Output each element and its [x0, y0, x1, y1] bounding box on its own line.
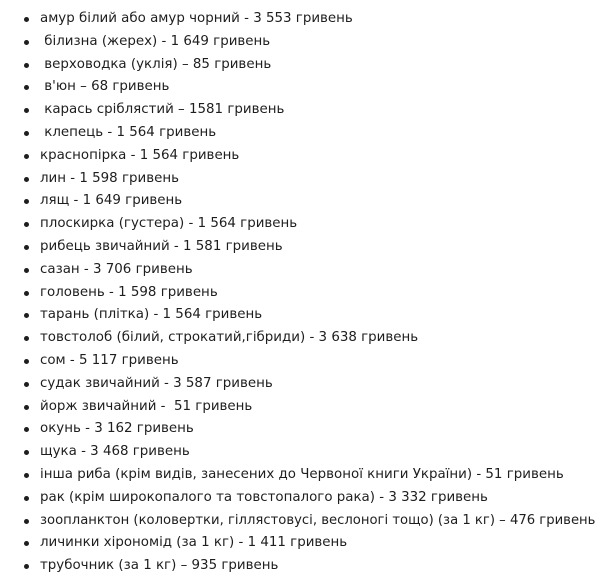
list-item [0, 145, 609, 168]
bullet-icon [24, 336, 29, 341]
bullet-icon [24, 177, 29, 182]
list-item [0, 396, 609, 419]
list-item-text: карась сріблястий – 1581 гривень [40, 102, 285, 118]
list-item [0, 190, 609, 213]
list-item [0, 168, 609, 191]
list-item [0, 282, 609, 305]
list-item [0, 76, 609, 99]
list-item-text: амур білий або амур чорний - 3 553 гривень [40, 11, 353, 26]
list-item [0, 510, 609, 533]
bullet-icon [24, 85, 29, 90]
bullet-icon [24, 17, 29, 22]
list-item [0, 532, 609, 555]
bullet-icon [24, 154, 29, 159]
bullet-icon [24, 359, 29, 364]
list-item [0, 487, 609, 510]
bullet-icon [24, 405, 29, 410]
bullet-icon [24, 40, 29, 45]
list-item-text: щука - 3 468 гривень [40, 444, 190, 460]
list-item [0, 555, 609, 578]
list-item [0, 418, 609, 441]
list-item [0, 31, 609, 54]
list-item [0, 99, 609, 122]
list-item [0, 304, 609, 327]
list-item-text: сазан - 3 706 гривень [40, 261, 193, 277]
list-item [0, 327, 609, 350]
list-item-text: личинки хірономід (за 1 кг) - 1 411 гривень [40, 535, 348, 551]
list-item [0, 441, 609, 464]
bullet-icon [24, 450, 29, 455]
list-item-text: сом - 5 117 гривень [40, 352, 179, 368]
list-item-text: рибець звичайний - 1 581 гривень [40, 238, 283, 254]
list-item-text: окунь - 3 162 гривень [40, 421, 194, 437]
bullet-icon [24, 427, 29, 432]
list-item [0, 464, 609, 487]
bullet-icon [24, 519, 29, 524]
list-item [0, 213, 609, 236]
bullet-icon [24, 199, 29, 204]
list-item [0, 350, 609, 373]
bullet-icon [24, 108, 29, 113]
bullet-icon [24, 131, 29, 136]
bullet-icon [24, 564, 29, 569]
list-item-text: трубочник (за 1 кг) – 935 гривень [40, 558, 279, 574]
list-item-text: головень - 1 598 гривень [40, 284, 218, 300]
list-item-text: клепець - 1 564 гривень [40, 124, 217, 140]
list-item [0, 54, 609, 77]
list-item-text: краснопірка - 1 564 гривень [40, 147, 240, 163]
list-item-text: в'юн – 68 гривень [40, 79, 170, 95]
list-item-text: лящ - 1 649 гривень [40, 193, 183, 209]
list-item [0, 259, 609, 282]
list-item-text: плоскирка (густера) - 1 564 гривень [40, 216, 298, 232]
list-item [0, 122, 609, 145]
list-item-text: товстолоб (білий, строкатий,гібриди) - 3 638 гривень [40, 330, 419, 346]
bullet-icon [24, 382, 29, 387]
bullet-icon [24, 541, 29, 546]
list-item [0, 373, 609, 396]
bullet-icon [24, 63, 29, 68]
bullet-icon [24, 496, 29, 501]
list-item-text: верховодка (уклія) – 85 гривень [40, 56, 272, 72]
bullet-icon [24, 222, 29, 227]
bullet-icon [24, 473, 29, 478]
list-item-text: інша риба (крім видів, занесених до Червоної книги України) - 51 гривень [40, 466, 564, 482]
bullet-icon [24, 268, 29, 273]
list-item-text: зоопланктон (коловертки, гіллястовусі, веслоногі тощо) (за 1 кг) – 476 гривень [40, 512, 596, 528]
list-item [0, 236, 609, 259]
list-item-text: судак звичайний - 3 587 гривень [40, 375, 273, 391]
list-item-text: лин - 1 598 гривень [40, 170, 179, 186]
fine-list [0, 8, 609, 578]
bullet-icon [24, 313, 29, 318]
list-item-text: тарань (плітка) - 1 564 гривень [40, 307, 263, 323]
list-item-text: йорж звичайний - 51 гривень [40, 398, 253, 414]
list-item [0, 8, 609, 31]
bullet-icon [24, 245, 29, 250]
list-item-text: рак (крім широкопалого та товстопалого рака) - 3 332 гривень [40, 489, 488, 505]
list-item-text: білизна (жерех) - 1 649 гривень [40, 33, 271, 49]
bullet-icon [24, 291, 29, 296]
